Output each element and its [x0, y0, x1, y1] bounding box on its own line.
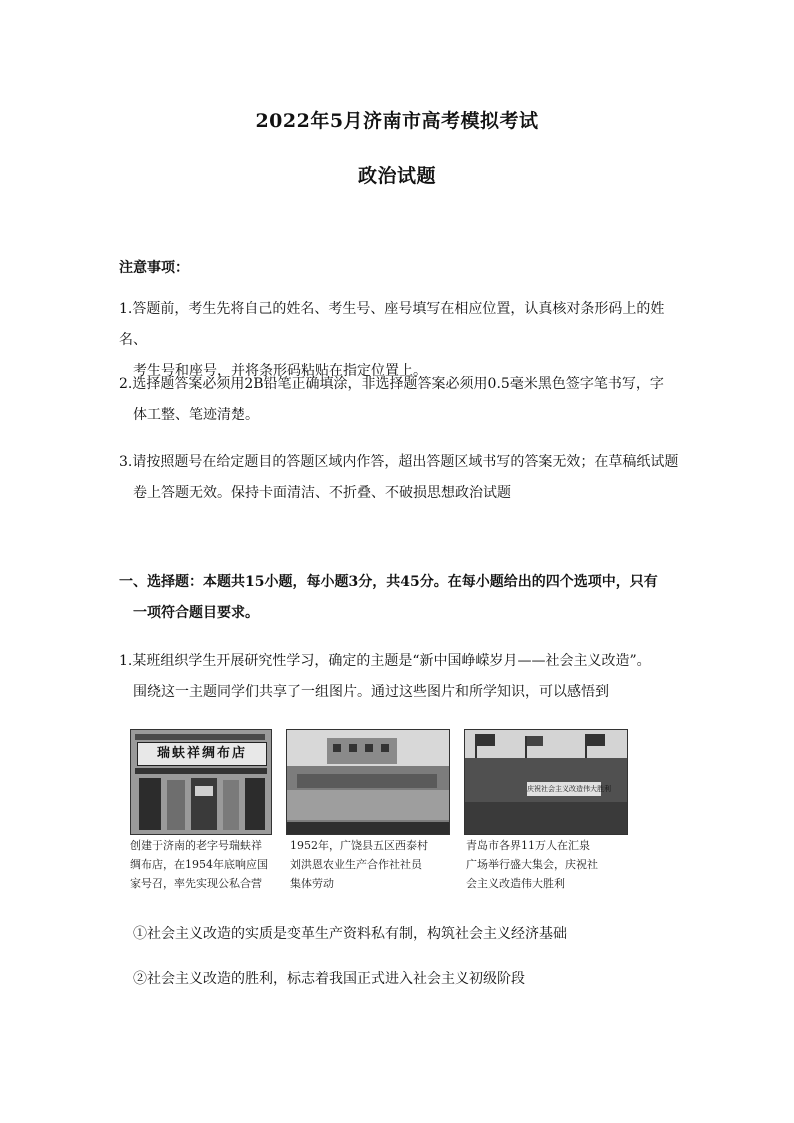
photo-1-caption [130, 836, 276, 893]
photo-3-caption [466, 836, 626, 893]
caption-line: 青岛市各界11万人在汇泉 [466, 839, 590, 852]
notice-item-line: 1.答题前，考生先将自己的姓名、考生号、座号填写在相应位置，认真核对条形码上的姓名、 [119, 301, 665, 348]
caption-line: 1952年，广饶县五区西泰村 [290, 839, 428, 852]
caption-line: 集体劳动 [290, 877, 334, 890]
notice-item-line: 2.选择题答案必须用2B铅笔正确填涂，非选择题答案必须用0.5毫米黑色签字笔书写，字 [119, 376, 664, 392]
section-line: 一、选择题：本题共15小题，每小题3分，共45分。在每小题给出的四个选项中，只有 [119, 574, 658, 590]
photo-2-caption [290, 836, 450, 893]
section-line: 一项符合题目要求。 [133, 605, 259, 621]
option-2: ②社会主义改造的胜利，标志着我国正式进入社会主义初级阶段 [133, 971, 525, 987]
caption-line: 创建于济南的老字号瑞蚨祥 [130, 839, 262, 852]
notice-item-line: 3.请按照题号在给定题目的答题区域内作答，超出答题区域书写的答案无效；在草稿纸试题 [119, 454, 679, 470]
option-1: ①社会主义改造的实质是变革生产资料私有制，构筑社会主义经济基础 [133, 926, 567, 942]
caption-line: 家号召，率先实现公私合营 [130, 877, 262, 890]
photo-mass-rally [464, 729, 628, 835]
photo-village-labor [286, 729, 450, 835]
caption-line: 刘洪恩农业生产合作社社员 [290, 858, 422, 871]
exam-subtitle: 政治试题 [357, 165, 436, 187]
notice-heading: 注意事项： [119, 260, 189, 276]
storefront-sign: 瑞蚨祥绸布店 [137, 742, 267, 766]
question-line: 1.某班组织学生开展研究性学习，确定的主题是“新中国峥嵘岁月——社会主义改造”。 [119, 653, 651, 669]
photo-storefront [130, 729, 272, 835]
caption-line: 绸布店，在1954年底响应国 [130, 858, 268, 871]
caption-line: 广场举行盛大集会，庆祝社 [466, 858, 598, 871]
question-1-stem [119, 646, 689, 708]
notice-item-2 [119, 369, 689, 431]
exam-title: 2022年5月济南市高考模拟考试 [255, 110, 539, 132]
rally-banner: 庆祝社会主义改造伟大胜利 [527, 782, 601, 796]
notice-item-line: 卷上答题无效。保持卡面清洁、不折叠、不破损思想政治试题 [133, 485, 511, 501]
caption-line: 会主义改造伟大胜利 [466, 877, 565, 890]
notice-item-line: 体工整、笔迹清楚。 [133, 407, 259, 423]
section-heading [119, 567, 689, 629]
question-line: 围绕这一主题同学们共享了一组图片。通过这些图片和所学知识，可以感悟到 [133, 684, 609, 700]
notice-item-line: 考生号和座号，并将条形码粘贴在指定位置上。 [133, 363, 427, 379]
notice-item-3 [119, 447, 689, 509]
